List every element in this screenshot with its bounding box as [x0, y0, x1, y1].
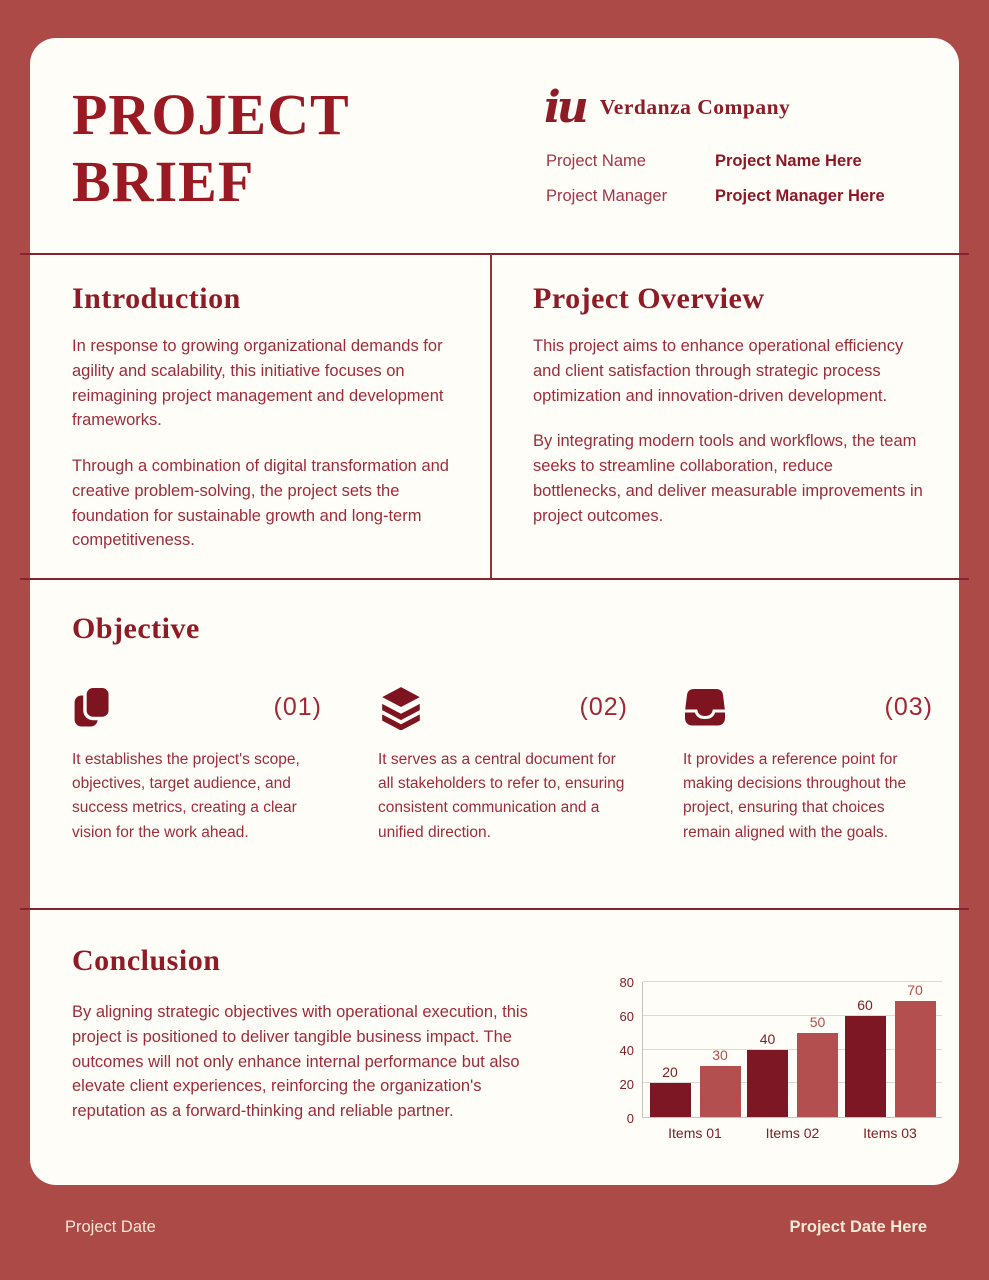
bar-value-label: 40	[759, 1030, 776, 1047]
bar-wrap	[747, 982, 788, 1117]
document-card	[30, 38, 959, 1185]
project-name-label: Project Name	[546, 152, 646, 170]
copy-documents-icon	[72, 684, 114, 730]
project-manager-label: Project Manager	[546, 187, 668, 205]
overview-paragraph-1: This project aims to enhance operational efficiency and client satisfaction through strategic process optimization and innovation-driven development.	[533, 337, 904, 405]
bar	[650, 1083, 691, 1117]
divider-objective-conclusion	[20, 908, 969, 910]
objective-number-2: (02)	[579, 692, 628, 721]
objective-item-1	[72, 682, 322, 845]
objective-text-2: It serves as a central document for all stakeholders to refer to, ensuring consistent communication and a unified direction.	[378, 751, 625, 841]
bar	[797, 1033, 838, 1117]
category-label: Items 01	[668, 1125, 722, 1141]
chart-plot	[642, 982, 942, 1141]
objective-heading: Objective	[72, 612, 200, 645]
footer-project-date-value: Project Date Here	[789, 1218, 927, 1236]
overview-paragraph-2: By integrating modern tools and workflows, the team seeks to streamline collaboration, reduce bottlenecks, and deliver measurable improvements in project outcomes.	[533, 432, 923, 525]
divider-intro-overview	[490, 254, 492, 578]
bar	[747, 1050, 788, 1118]
conclusion-heading: Conclusion	[72, 944, 221, 977]
bar	[895, 1001, 936, 1117]
overview-body	[533, 334, 925, 549]
page-title	[72, 82, 350, 215]
y-tick-label: 40	[619, 1043, 634, 1058]
category-label: Items 03	[863, 1125, 917, 1141]
company-logo-row	[544, 82, 791, 133]
chart-y-axis	[610, 975, 640, 1126]
conclusion-paragraph: By aligning strategic objectives with operational execution, this project is positioned to deliver tangible business impact. The outcomes will not only enhance internal performance but also elevate client experiences, reinforcing the organization's reputation as a forward-thinking and reliable partner.	[72, 1003, 528, 1120]
introduction-paragraph-1: In response to growing organizational demands for agility and scalability, this initiative focuses on reimagining project management and development frameworks.	[72, 337, 444, 430]
objective-number-3: (03)	[884, 692, 933, 721]
page-title-line1: PROJECT	[72, 82, 350, 147]
conclusion-body	[72, 1000, 552, 1145]
y-tick-label: 80	[619, 975, 634, 990]
layers-stack-icon	[378, 684, 424, 730]
bar	[700, 1066, 741, 1117]
bar-value-label: 30	[712, 1047, 728, 1064]
introduction-paragraph-2: Through a combination of digital transformation and creative problem-solving, the project sets the foundation for sustainable growth and long-term competitiveness.	[72, 457, 449, 550]
introduction-heading: Introduction	[72, 282, 241, 315]
bar-value-label: 60	[857, 996, 873, 1013]
y-tick-label: 0	[626, 1111, 634, 1126]
bar-value-label: 50	[809, 1013, 826, 1030]
category-label: Items 02	[765, 1125, 820, 1141]
bar-group	[650, 982, 741, 1141]
bar-wrap	[797, 982, 838, 1117]
introduction-body	[72, 334, 460, 574]
bar-chart	[610, 968, 944, 1146]
company-logo-icon: iu	[544, 82, 585, 133]
bar-wrap	[650, 982, 691, 1117]
objective-text-3: It provides a reference point for making decisions throughout the project, ensuring that choices remain aligned with the goals.	[683, 751, 907, 841]
overview-heading: Project Overview	[533, 282, 765, 315]
project-name-value: Project Name Here	[715, 152, 862, 170]
bar-value-label: 20	[662, 1064, 678, 1081]
bar	[845, 1016, 886, 1117]
y-tick-label: 20	[619, 1077, 634, 1092]
bar-wrap	[700, 982, 741, 1117]
objective-item-3	[683, 682, 933, 845]
bar-group	[747, 982, 838, 1141]
footer-project-date-label: Project Date	[65, 1218, 156, 1236]
bar-wrap	[895, 982, 936, 1117]
bar-value-label: 70	[907, 982, 923, 998]
bar-group	[845, 982, 936, 1141]
objective-item-2	[378, 682, 628, 845]
project-manager-row	[546, 187, 885, 206]
objective-number-1: (01)	[273, 692, 322, 721]
bar-wrap	[845, 982, 886, 1117]
project-name-row	[546, 152, 862, 171]
project-manager-value: Project Manager Here	[715, 187, 885, 205]
divider-intro-objective	[20, 578, 969, 580]
divider-header	[20, 253, 969, 255]
page-title-line2: BRIEF	[72, 148, 255, 214]
objective-text-1: It establishes the project's scope, objectives, target audience, and success metrics, creating a clear vision for the work ahead.	[72, 751, 300, 841]
inbox-tray-icon	[683, 686, 727, 728]
bar-groups	[643, 982, 942, 1141]
y-tick-label: 60	[619, 1009, 634, 1024]
company-name: Verdanza Company	[599, 95, 791, 120]
